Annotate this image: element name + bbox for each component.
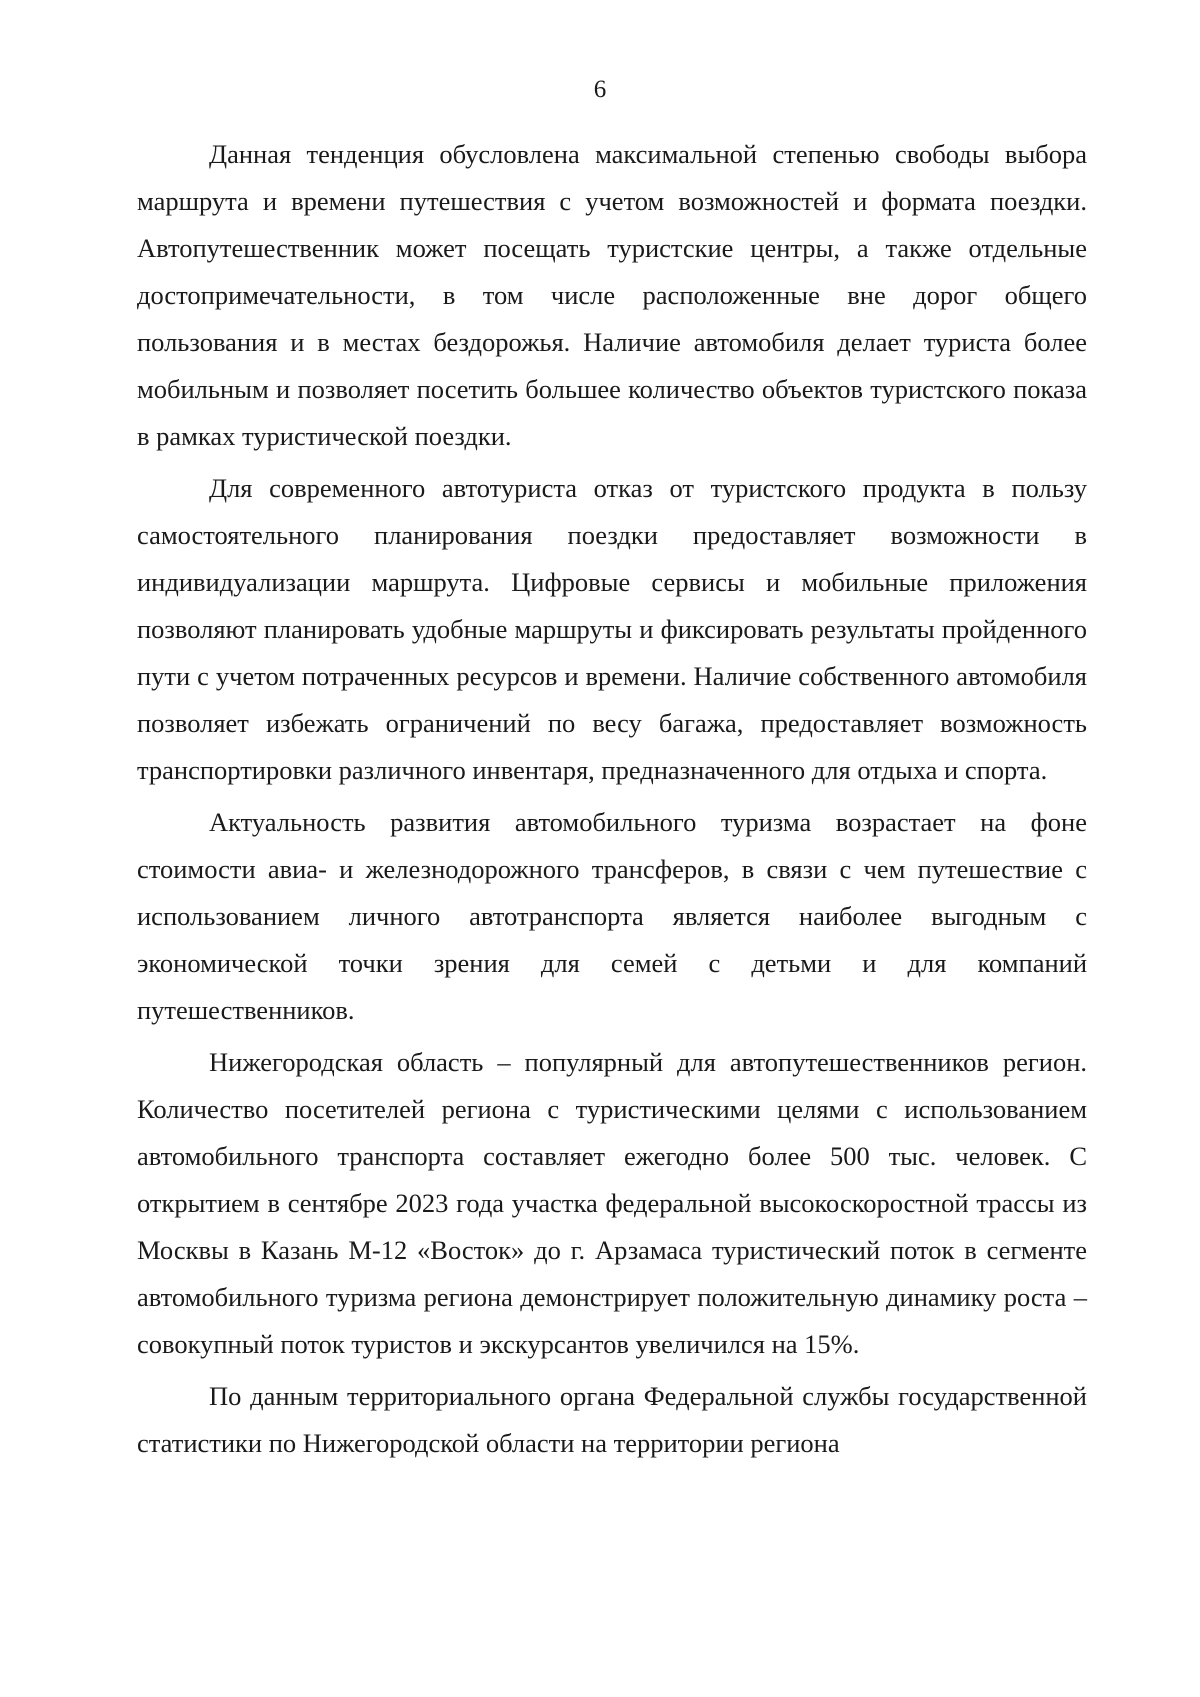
paragraph-self-planning: Для современного автотуриста отказ от туристского продукта в пользу самостоятельного планирования поездки предоставляет возможности в индивидуализации маршрута. Цифровые сервисы и мобильные приложения позволяют планировать удобные маршруты и фиксировать результаты пройденного пути с учетом потраченных ресурсов и времени. Наличие собственного автомобиля позволяет избежать ограничений по весу багажа, предоставляет возможность транспортировки различного инвентаря, предназначенного для отдыха и спорта. — [137, 473, 1087, 785]
paragraph-relevance: Актуальность развития автомобильного туризма возрастает на фоне стоимости авиа- и железнодорожного трансферов, в связи с чем путешествие с использованием личного автотранспорта является наиболее выгодным с экономической точки зрения для семей с детьми и для компаний путешественников. — [137, 807, 1087, 1025]
page-number: 6 — [593, 76, 607, 103]
paragraph-trend-freedom: Данная тенденция обусловлена максимальной степенью свободы выбора маршрута и времени путешествия с учетом возможностей и формата поездки. Автопутешественник может посещать туристские центры, а также отдельные достопримечательности, в том числе расположенные вне дорог общего пользования и в местах бездорожья. Наличие автомобиля делает туриста более мобильным и позволяет посетить большее количество объектов туристского показа в рамках туристической поездки. — [137, 139, 1087, 451]
body-text — [137, 131, 1087, 1467]
paragraph-statistics: По данным территориального органа Федеральной службы государственной статистики по Нижегородской области на территории региона — [137, 1381, 1087, 1458]
paragraph-nizhny-novgorod-region: Нижегородская область – популярный для автопутешественников регион. Количество посетителей региона с туристическими целями с использованием автомобильного транспорта составляет ежегодно более 500 тыс. человек. С открытием в сентябре 2023 года участка федеральной высокоскоростной трассы из Москвы в Казань М-12 «Восток» до г. Арзамаса туристический поток в сегменте автомобильного туризма региона демонстрирует положительную динамику роста – совокупный поток туристов и экскурсантов увеличился на 15%. — [137, 1047, 1087, 1359]
